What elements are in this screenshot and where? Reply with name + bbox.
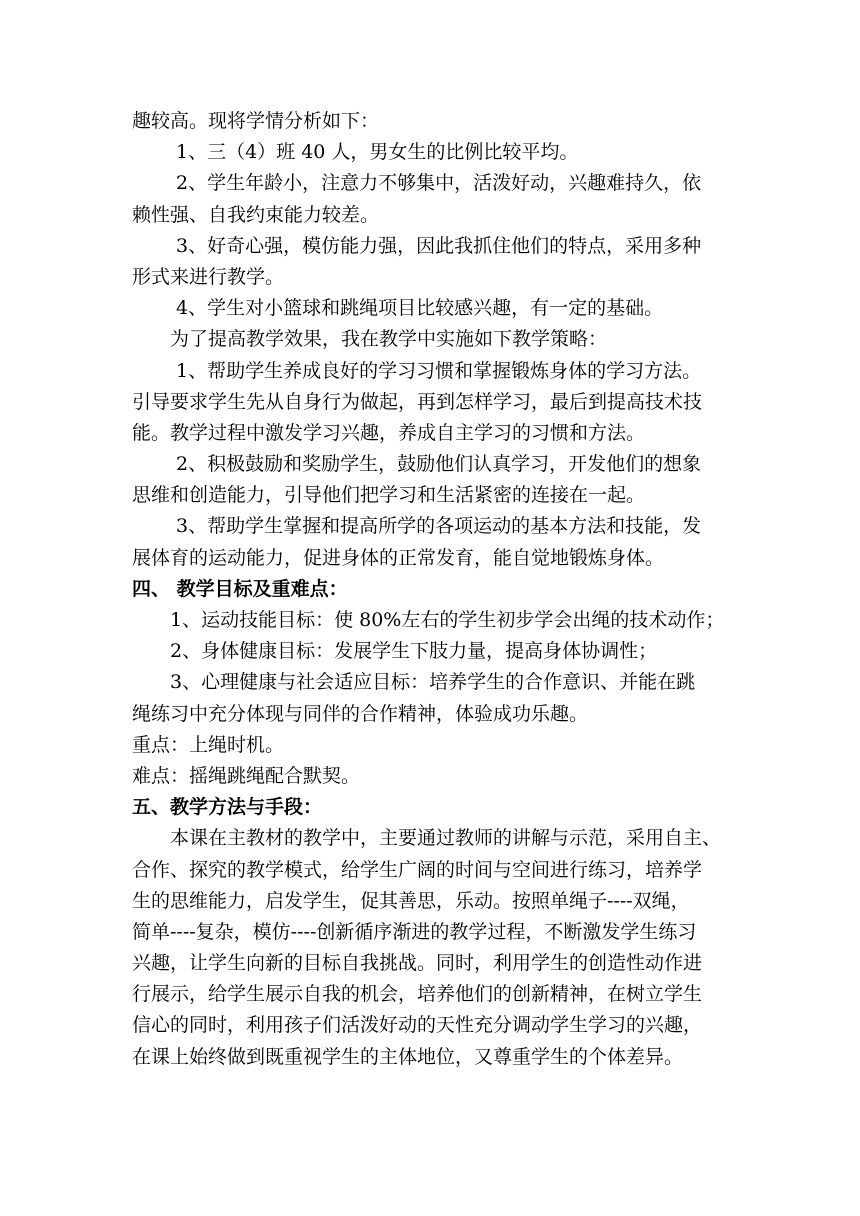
paragraph-line: 形式来进行教学。 — [132, 265, 285, 288]
list-item: 2、身体健康目标：发展学生下肢力量，提高身体协调性； — [170, 640, 658, 663]
paragraph-line: 能。教学过程中激发学习兴趣，养成自主学习的习惯和方法。 — [132, 421, 646, 444]
difficult-point: 难点：摇绳跳绳配合默契。 — [132, 764, 361, 787]
paragraph-line: 兴趣，让学生向新的目标自我挑战。同时，利用学生的创造性动作进 — [132, 952, 703, 975]
paragraph-line: 展体育的运动能力，促进身体的正常发育，能自觉地锻炼身体。 — [132, 546, 665, 569]
paragraph-line: 引导要求学生先从自身行为做起，再到怎样学习，最后到提高技术技 — [132, 390, 703, 413]
list-item: 1、三（4）班 40 人，男女生的比例比较平均。 — [176, 141, 579, 164]
paragraph-line: 思维和创造能力，引导他们把学习和生活紧密的连接在一起。 — [132, 484, 646, 507]
list-item: 1、帮助学生养成良好的学习习惯和掌握锻炼身体的学习方法。 — [176, 359, 702, 382]
section-heading: 五、教学方法与手段： — [132, 796, 323, 819]
paragraph-line: 赖性强、自我约束能力较差。 — [132, 203, 380, 226]
paragraph-line: 行展示，给学生展示自我的机会，培养他们的创新精神，在树立学生 — [132, 983, 703, 1006]
list-item: 2、学生年龄小，注意力不够集中，活泼好动，兴趣难持久，依 — [176, 172, 702, 195]
paragraph-line: 绳练习中充分体现与同伴的合作精神，体验成功乐趣。 — [132, 702, 589, 725]
section-heading: 四、 教学目标及重难点： — [132, 577, 348, 600]
list-item: 3、帮助学生掌握和提高所学的各项运动的基本方法和技能，发 — [176, 515, 702, 538]
key-point: 重点：上绳时机。 — [132, 733, 285, 756]
paragraph-line: 在课上始终做到既重视学生的主体地位，又尊重学生的个体差异。 — [132, 1045, 684, 1068]
list-item: 4、学生对小篮球和跳绳项目比较感兴趣，有一定的基础。 — [176, 297, 664, 320]
paragraph-line: 简单----复杂，模仿----创新循序渐进的教学过程，不断激发学生练习 — [132, 920, 697, 943]
paragraph-line: 趣较高。现将学情分析如下： — [132, 110, 380, 132]
paragraph-line: 信心的同时，利用孩子们活泼好动的天性充分调动学生学习的兴趣， — [132, 1014, 703, 1037]
paragraph-line: 为了提高教学效果，我在教学中实施如下教学策略： — [170, 328, 608, 351]
list-item: 1、运动技能目标：使 80%左右的学生初步学会出绳的技术动作； — [170, 609, 725, 631]
list-item: 3、心理健康与社会适应目标：培养学生的合作意识、并能在跳 — [170, 671, 696, 694]
list-item: 2、积极鼓励和奖励学生，鼓励他们认真学习，开发他们的想象 — [176, 453, 702, 476]
paragraph-line: 本课在主教材的教学中，主要通过教师的讲解与示范，采用自主、 — [170, 827, 722, 850]
paragraph-line: 生的思维能力，启发学生，促其善思，乐动。按照单绳子----双绳， — [132, 889, 690, 912]
list-item: 3、好奇心强，模仿能力强，因此我抓住他们的特点，采用多种 — [176, 234, 702, 257]
document-page — [132, 106, 732, 1073]
paragraph-line: 合作、探究的教学模式，给学生广阔的时间与空间进行练习，培养学 — [132, 858, 703, 881]
